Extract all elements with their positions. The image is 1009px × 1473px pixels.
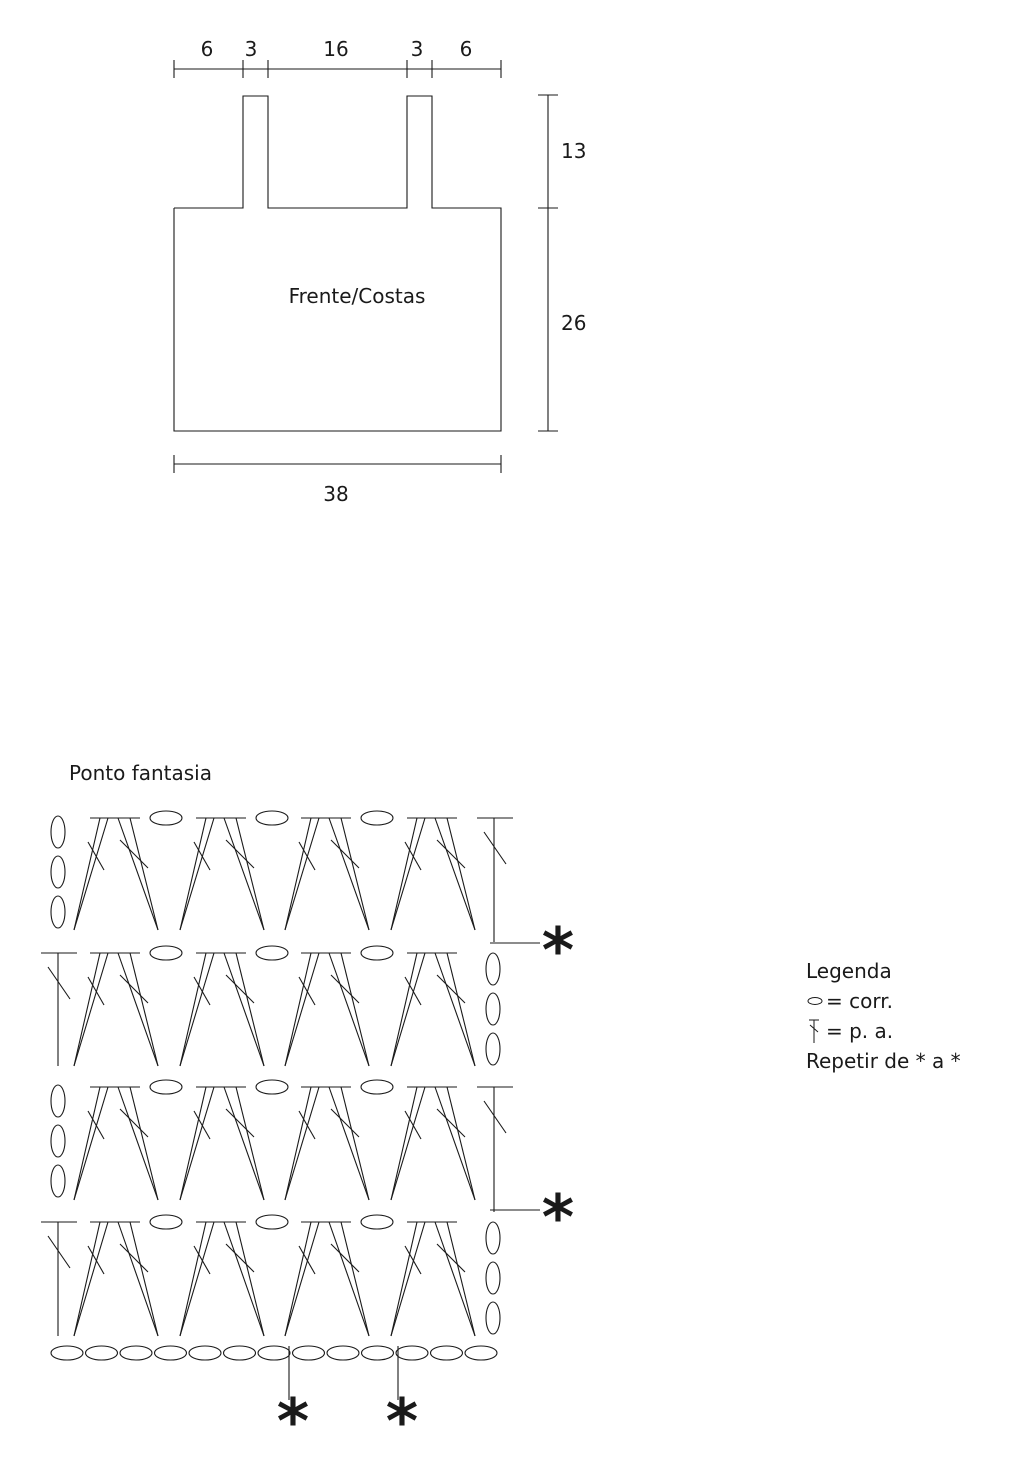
dc-stitch [435, 818, 475, 930]
dc-tick [88, 1246, 104, 1274]
dc-stitch [180, 818, 206, 930]
dim-top-4: 3 [410, 37, 424, 61]
dc-stitch [180, 1222, 214, 1336]
chain-stitch [362, 1346, 394, 1360]
chain-stitch [486, 1033, 500, 1065]
dc-stitch [341, 818, 369, 930]
dim-top-2: 3 [244, 37, 258, 61]
dc-stitch [236, 953, 264, 1066]
dc-stitch [285, 818, 319, 930]
dc-stitch [285, 818, 311, 930]
right-dimension-line [538, 95, 558, 431]
dc-stitch [447, 1222, 475, 1336]
chain-stitch [155, 1346, 187, 1360]
dc-stitch [224, 1222, 264, 1336]
dc-tick [194, 1246, 210, 1274]
dc-stitch [391, 1087, 425, 1200]
chain-stitch [486, 1302, 500, 1334]
dc-tick [48, 967, 70, 999]
dc-stitch [118, 1087, 158, 1200]
repeat-markers [277, 914, 574, 1458]
chain-stitch [258, 1346, 290, 1360]
chain-stitch [86, 1346, 118, 1360]
dc-stitch [435, 953, 475, 1066]
dc-stitch [180, 1222, 206, 1336]
chain-stitch [256, 811, 288, 825]
dc-stitch [236, 1222, 264, 1336]
repeat-marker-bottom-1: * [276, 1385, 310, 1458]
dc-tick [194, 1111, 210, 1139]
chain-stitch [361, 1215, 393, 1229]
dc-stitch [118, 1222, 158, 1336]
chain-stitch [51, 816, 65, 848]
dc-stitch [236, 1087, 264, 1200]
dc-stitch [329, 818, 369, 930]
chain-stitch [51, 1085, 65, 1117]
dc-stitch [180, 953, 214, 1066]
dc-stitch [447, 953, 475, 1066]
chain-stitch [150, 811, 182, 825]
dc-stitch [447, 818, 475, 930]
dim-strap-height: 13 [561, 139, 587, 163]
chain-stitch [293, 1346, 325, 1360]
dim-top-3: 16 [323, 37, 349, 61]
chain-stitch [486, 1262, 500, 1294]
dc-tick [88, 842, 104, 870]
chain-stitch [51, 856, 65, 888]
double-crochet-icon [806, 1018, 824, 1044]
dc-stitch [285, 1222, 311, 1336]
dc-stitch [391, 818, 417, 930]
chain-stitch [256, 946, 288, 960]
dc-tick [299, 842, 315, 870]
dc-stitch [224, 818, 264, 930]
chain-stitch [120, 1346, 152, 1360]
dc-tick [194, 977, 210, 1005]
dc-tick [299, 977, 315, 1005]
dc-stitch [74, 818, 108, 930]
dc-tick [405, 1111, 421, 1139]
dc-stitch [341, 1087, 369, 1200]
dc-tick [88, 977, 104, 1005]
dc-stitch [329, 1087, 369, 1200]
dc-stitch [130, 953, 158, 1066]
dc-stitch [329, 953, 369, 1066]
dc-stitch [391, 1222, 417, 1336]
dc-stitch [435, 1087, 475, 1200]
dc-tick [484, 832, 506, 864]
panel-label: Frente/Costas [288, 284, 426, 308]
dim-body-height: 26 [561, 311, 587, 335]
dc-stitch [341, 953, 369, 1066]
dc-stitch [74, 953, 100, 1066]
dc-tick [88, 1111, 104, 1139]
panel-outline [174, 96, 501, 431]
legend-title: Legenda [806, 959, 892, 983]
dc-stitch [391, 953, 425, 1066]
chain-stitch [361, 1080, 393, 1094]
legend-dc-text: = p. a. [826, 1019, 894, 1043]
dc-stitch [180, 1087, 206, 1200]
dc-stitch [224, 1087, 264, 1200]
dc-tick [299, 1246, 315, 1274]
bottom-dimension-line [174, 455, 501, 473]
chain-stitch [431, 1346, 463, 1360]
dc-stitch [74, 1222, 108, 1336]
dc-tick [48, 1236, 70, 1268]
chain-stitch [256, 1080, 288, 1094]
dim-top-1: 6 [200, 37, 214, 61]
dc-stitch [285, 1222, 319, 1336]
chain-stitch [150, 1215, 182, 1229]
repeat-marker-right-1: * [541, 914, 575, 987]
chain-stitch [361, 811, 393, 825]
chain-stitch [486, 953, 500, 985]
dc-stitch [391, 953, 417, 1066]
stitch-chart [41, 811, 513, 1360]
dc-tick [299, 1111, 315, 1139]
dc-stitch [391, 1222, 425, 1336]
dc-stitch [285, 953, 319, 1066]
dim-body-width: 38 [323, 482, 349, 506]
legend-chain-text: = corr. [826, 989, 893, 1013]
dc-stitch [391, 818, 425, 930]
chain-stitch-icon [806, 994, 824, 1008]
dc-stitch [285, 1087, 311, 1200]
dc-stitch [285, 1087, 319, 1200]
dc-stitch [130, 818, 158, 930]
chain-stitch [396, 1346, 428, 1360]
dc-stitch [391, 1087, 417, 1200]
dc-stitch [180, 818, 214, 930]
dc-stitch [180, 953, 206, 1066]
dim-top-5: 6 [459, 37, 473, 61]
chain-stitch [327, 1346, 359, 1360]
dc-stitch [224, 953, 264, 1066]
chain-stitch [150, 1080, 182, 1094]
dc-stitch [180, 1087, 214, 1200]
dc-tick [405, 842, 421, 870]
dc-stitch [236, 818, 264, 930]
legend-repeat-note: Repetir de * a * [806, 1049, 961, 1073]
dc-stitch [130, 1087, 158, 1200]
chain-stitch [361, 946, 393, 960]
chain-stitch [486, 993, 500, 1025]
dc-stitch [74, 1087, 108, 1200]
top-dimension-line [174, 60, 501, 78]
dc-tick [405, 1246, 421, 1274]
chain-stitch [189, 1346, 221, 1360]
dc-stitch [118, 953, 158, 1066]
dc-stitch [118, 818, 158, 930]
dc-stitch [130, 1222, 158, 1336]
chart-title: Ponto fantasia [69, 761, 212, 785]
dc-stitch [447, 1087, 475, 1200]
dc-tick [405, 977, 421, 1005]
dc-stitch [341, 1222, 369, 1336]
dc-stitch [74, 953, 108, 1066]
chain-stitch [51, 1125, 65, 1157]
repeat-marker-right-2: * [541, 1181, 575, 1254]
chain-stitch [256, 1215, 288, 1229]
legend-item-double-crochet [806, 1016, 961, 1046]
dc-stitch [285, 953, 311, 1066]
chain-stitch [486, 1222, 500, 1254]
dc-stitch [74, 1087, 100, 1200]
dc-stitch [329, 1222, 369, 1336]
dc-stitch [74, 818, 100, 930]
chain-stitch [224, 1346, 256, 1360]
dc-tick [194, 842, 210, 870]
dc-stitch [74, 1222, 100, 1336]
legend [806, 956, 961, 1076]
chain-stitch [150, 946, 182, 960]
dc-stitch [435, 1222, 475, 1336]
chain-stitch [51, 896, 65, 928]
chain-stitch [51, 1346, 83, 1360]
legend-item-chain [806, 986, 961, 1016]
dc-tick [484, 1101, 506, 1133]
chain-stitch [51, 1165, 65, 1197]
repeat-marker-bottom-2: * [385, 1385, 419, 1458]
chain-stitch [465, 1346, 497, 1360]
